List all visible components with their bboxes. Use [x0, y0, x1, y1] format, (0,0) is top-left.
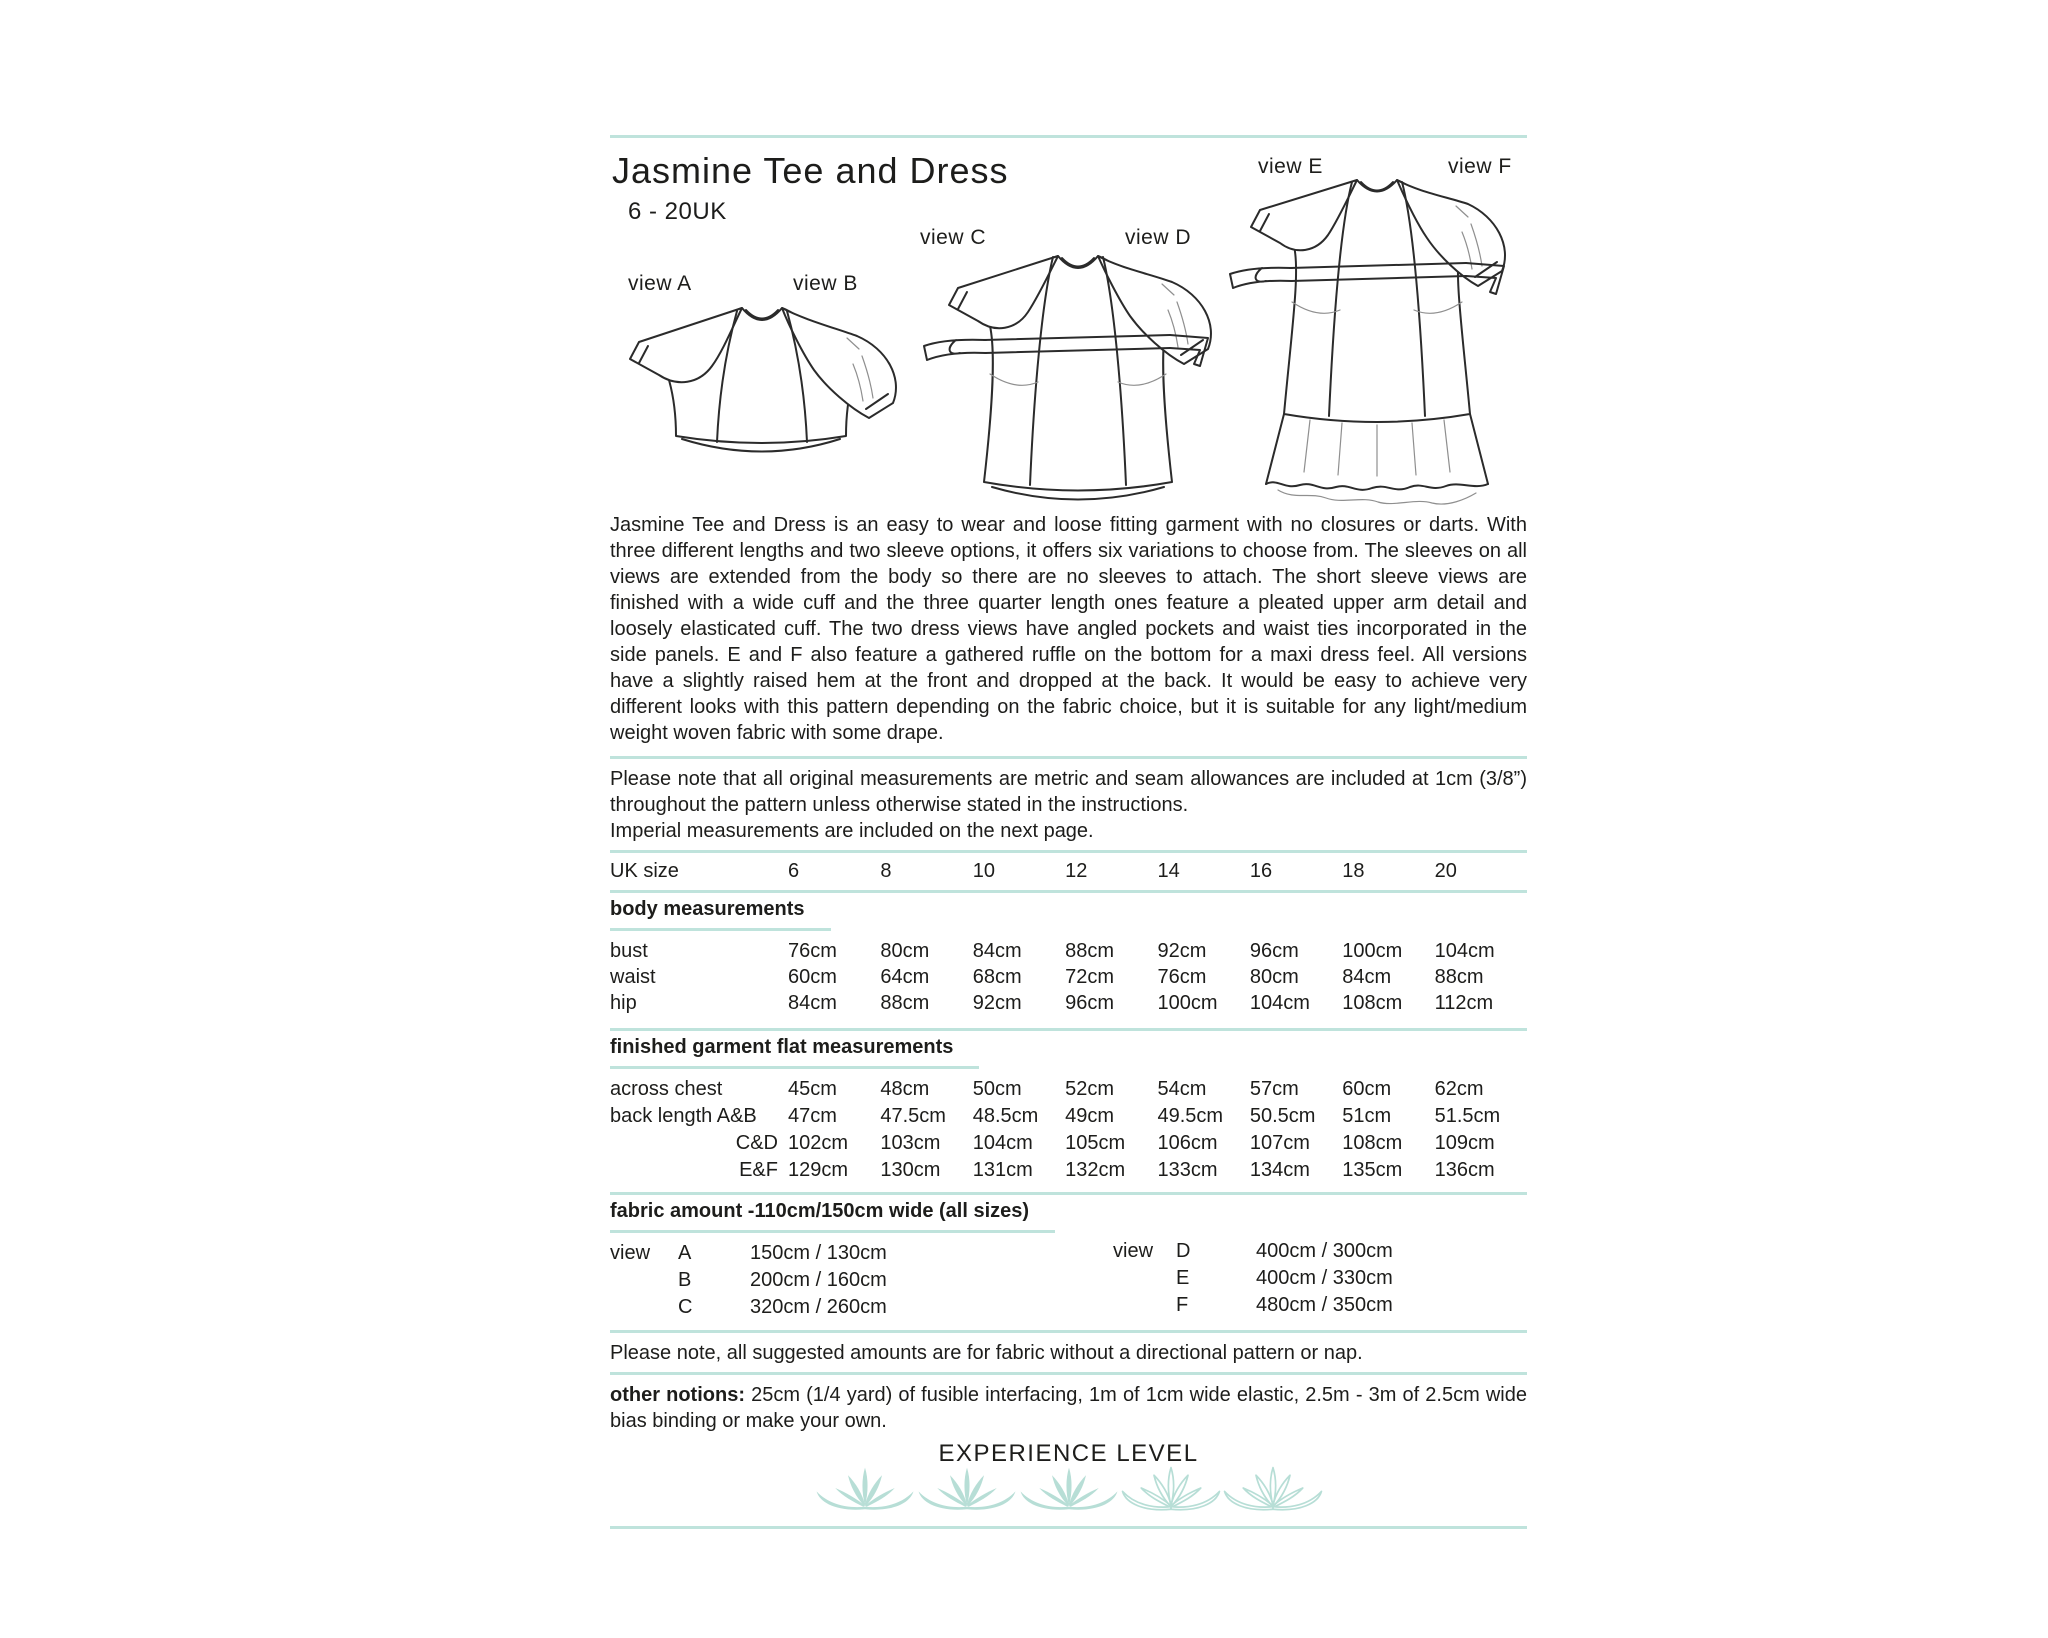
table-cell: 16 [1249, 860, 1273, 882]
fabric-amount: 200cm / 160cm [750, 1269, 887, 1291]
lotus-icon-outline [1120, 1462, 1222, 1514]
table-cell: 45cm [788, 1078, 837, 1100]
fabric-view-label: view [610, 1242, 651, 1264]
table-cell: 50.5cm [1249, 1105, 1316, 1127]
fabric-table-right [1113, 1238, 1393, 1319]
table-cell: 106cm [1157, 1132, 1218, 1154]
table-cell: 51.5cm [1434, 1105, 1501, 1127]
table-cell: 108cm [1342, 1132, 1403, 1154]
table-cell: 88cm [1065, 940, 1115, 962]
lotus-icon-filled [814, 1462, 916, 1514]
table-row [610, 1130, 1527, 1157]
table-cell: 6 [788, 860, 800, 882]
body-measurements-table [610, 938, 1527, 1016]
table-cell: 104cm [1249, 992, 1310, 1014]
view-e-label: view E [1258, 155, 1323, 178]
table-cell: 49.5cm [1157, 1105, 1224, 1127]
table-cell: 84cm [788, 992, 837, 1014]
table-cell: 135cm [1342, 1159, 1403, 1181]
finished-measurements-table [610, 1076, 1527, 1184]
table-cell: 14 [1157, 860, 1180, 882]
lotus-icon-filled [916, 1462, 1018, 1514]
row-label: C&D [735, 1132, 778, 1154]
table-cell: 96cm [1249, 940, 1299, 962]
size-range: 6 - 20UK [628, 198, 727, 225]
fabric-view-letter: D [1176, 1240, 1191, 1262]
row-label: waist [610, 966, 656, 988]
table-cell: 100cm [1157, 992, 1218, 1014]
divider-top [610, 135, 1527, 138]
table-cell: 100cm [1342, 940, 1403, 962]
table-cell: 104cm [972, 1132, 1033, 1154]
divider [610, 1028, 1527, 1031]
table-cell: 57cm [1249, 1078, 1299, 1100]
other-notions-label: other notions: [610, 1384, 745, 1406]
table-cell: 96cm [1065, 992, 1115, 1014]
content-sheet [610, 0, 1527, 1638]
table-cell: 129cm [788, 1159, 849, 1181]
tee-line-drawing-icon [615, 296, 915, 462]
table-row [610, 938, 1527, 964]
table-cell: 68cm [972, 966, 1022, 988]
nap-note: Please note, all suggested amounts are for fabric without a directional pattern or nap. [610, 1342, 1363, 1364]
table-cell: 107cm [1249, 1132, 1310, 1154]
table-cell: 134cm [1249, 1159, 1310, 1181]
fabric-amount: 320cm / 260cm [750, 1296, 887, 1318]
view-b-label: view B [793, 272, 858, 295]
table-cell: 10 [972, 860, 995, 882]
table-cell: 18 [1342, 860, 1365, 882]
experience-level-indicator [610, 1462, 1527, 1514]
size-header-label: UK size [610, 860, 679, 882]
table-cell: 102cm [788, 1132, 849, 1154]
table-cell: 49cm [1065, 1105, 1115, 1127]
lotus-icon-filled [1018, 1462, 1120, 1514]
table-cell: 47.5cm [880, 1105, 946, 1127]
table-cell: 133cm [1157, 1159, 1218, 1181]
fabric-view-letter: F [1176, 1294, 1189, 1316]
table-cell: 60cm [1342, 1078, 1392, 1100]
table-cell: 103cm [880, 1132, 941, 1154]
divider-bottom [610, 1526, 1527, 1529]
table-cell: 62cm [1434, 1078, 1484, 1100]
row-label: back length A&B [610, 1105, 757, 1127]
knee-dress-line-drawing-icon [922, 242, 1234, 518]
table-cell: 84cm [1342, 966, 1392, 988]
fabric-amount: 480cm / 350cm [1256, 1294, 1393, 1316]
table-cell: 92cm [972, 992, 1022, 1014]
view-d-label: view D [1125, 226, 1192, 249]
divider [610, 1192, 1527, 1195]
table-cell: 88cm [1434, 966, 1484, 988]
table-cell: 50cm [972, 1078, 1022, 1100]
table-cell: 20 [1434, 860, 1457, 882]
seam-allowance-note: Please note that all original measurements are metric and seam allowances are included at 1cm (3/8”) throughout the pattern unless otherwise stated in the instructions. [610, 768, 1527, 816]
table-cell: 130cm [880, 1159, 941, 1181]
fabric-amount: 400cm / 300cm [1256, 1240, 1393, 1262]
fabric-amount: 150cm / 130cm [750, 1242, 887, 1264]
fabric-view-letter: C [678, 1296, 693, 1318]
table-cell: 136cm [1434, 1159, 1495, 1181]
table-cell: 64cm [880, 966, 930, 988]
lotus-icon-outline [1222, 1462, 1324, 1514]
fabric-view-letter: B [678, 1269, 692, 1291]
divider [610, 850, 1527, 853]
table-cell: 80cm [1249, 966, 1299, 988]
divider [610, 756, 1527, 759]
table-row [610, 990, 1527, 1016]
size-header [610, 858, 1527, 884]
imperial-note: Imperial measurements are included on the next page. [610, 820, 1094, 842]
table-cell: 108cm [1342, 992, 1403, 1014]
table-cell: 105cm [1065, 1132, 1126, 1154]
table-cell: 88cm [880, 992, 930, 1014]
other-notions [610, 1382, 1527, 1434]
table-cell: 104cm [1434, 940, 1495, 962]
table-cell: 109cm [1434, 1132, 1495, 1154]
table-cell: 8 [880, 860, 892, 882]
table-row [610, 1076, 1527, 1103]
fabric-view-letter: E [1176, 1267, 1190, 1289]
fabric-table-left [610, 1240, 887, 1321]
page-title: Jasmine Tee and Dress [612, 150, 1009, 191]
table-cell: 72cm [1065, 966, 1115, 988]
table-cell: 54cm [1157, 1078, 1207, 1100]
divider [610, 1372, 1527, 1375]
table-row [610, 964, 1527, 990]
view-c-label: view C [920, 226, 987, 249]
size-header-row [610, 858, 1527, 884]
finished-measurements-heading: finished garment flat measurements [610, 1036, 979, 1069]
table-cell: 47cm [788, 1105, 837, 1127]
table-row [610, 1103, 1527, 1130]
table-cell: 76cm [1157, 966, 1207, 988]
table-cell: 112cm [1434, 992, 1494, 1014]
row-label: E&F [739, 1159, 778, 1181]
table-cell: 12 [1065, 860, 1088, 882]
fabric-view-letter: A [678, 1242, 692, 1264]
table-cell: 80cm [880, 940, 930, 962]
other-notions-text: 25cm (1/4 yard) of fusible interfacing, 1m of 1cm wide elastic, 2.5m - 3m of 2.5cm wide bias binding or make your own. [610, 1384, 1527, 1432]
view-f-label: view F [1448, 155, 1512, 178]
table-cell: 131cm [972, 1159, 1033, 1181]
table-cell: 60cm [788, 966, 837, 988]
table-cell: 51cm [1342, 1105, 1392, 1127]
table-cell: 48.5cm [972, 1105, 1039, 1127]
divider [610, 890, 1527, 893]
view-a-label: view A [628, 272, 692, 295]
table-cell: 92cm [1157, 940, 1207, 962]
row-label: across chest [610, 1078, 723, 1100]
fabric-amount: 400cm / 330cm [1256, 1267, 1393, 1289]
fabric-amount-heading: fabric amount -110cm/150cm wide (all sizes) [610, 1200, 1055, 1233]
experience-level-heading: EXPERIENCE LEVEL [938, 1440, 1199, 1467]
fabric-view-label: view [1113, 1240, 1154, 1262]
maxi-dress-line-drawing-icon [1226, 168, 1528, 508]
table-cell: 52cm [1065, 1078, 1115, 1100]
row-label: hip [610, 992, 637, 1014]
table-cell: 84cm [972, 940, 1022, 962]
table-cell: 48cm [880, 1078, 930, 1100]
divider [610, 1330, 1527, 1333]
description-paragraph: Jasmine Tee and Dress is an easy to wear and loose fitting garment with no closures or darts. With three different lengths and two sleeve options, it offers six variations to choose from. The sleeves on all views are extended from the body so there are no sleeves to attach. The short sleeve views are finished with a wide cuff and the three quarter length ones feature a pleated upper arm detail and loosely elasticated cuff. The two dress views have angled pockets and waist ties incorporated in the side panels. E and F also feature a gathered ruffle on the bottom for a maxi dress feel. All versions have a slightly raised hem at the front and dropped at the back. It would be easy to achieve very different looks with this pattern depending on the fabric choice, but it is suitable for any light/medium weight woven fabric with some drape. [610, 514, 1527, 744]
row-label: bust [610, 940, 648, 962]
table-cell: 132cm [1065, 1159, 1126, 1181]
table-cell: 76cm [788, 940, 837, 962]
table-row [610, 1157, 1527, 1184]
body-measurements-heading: body measurements [610, 898, 831, 931]
